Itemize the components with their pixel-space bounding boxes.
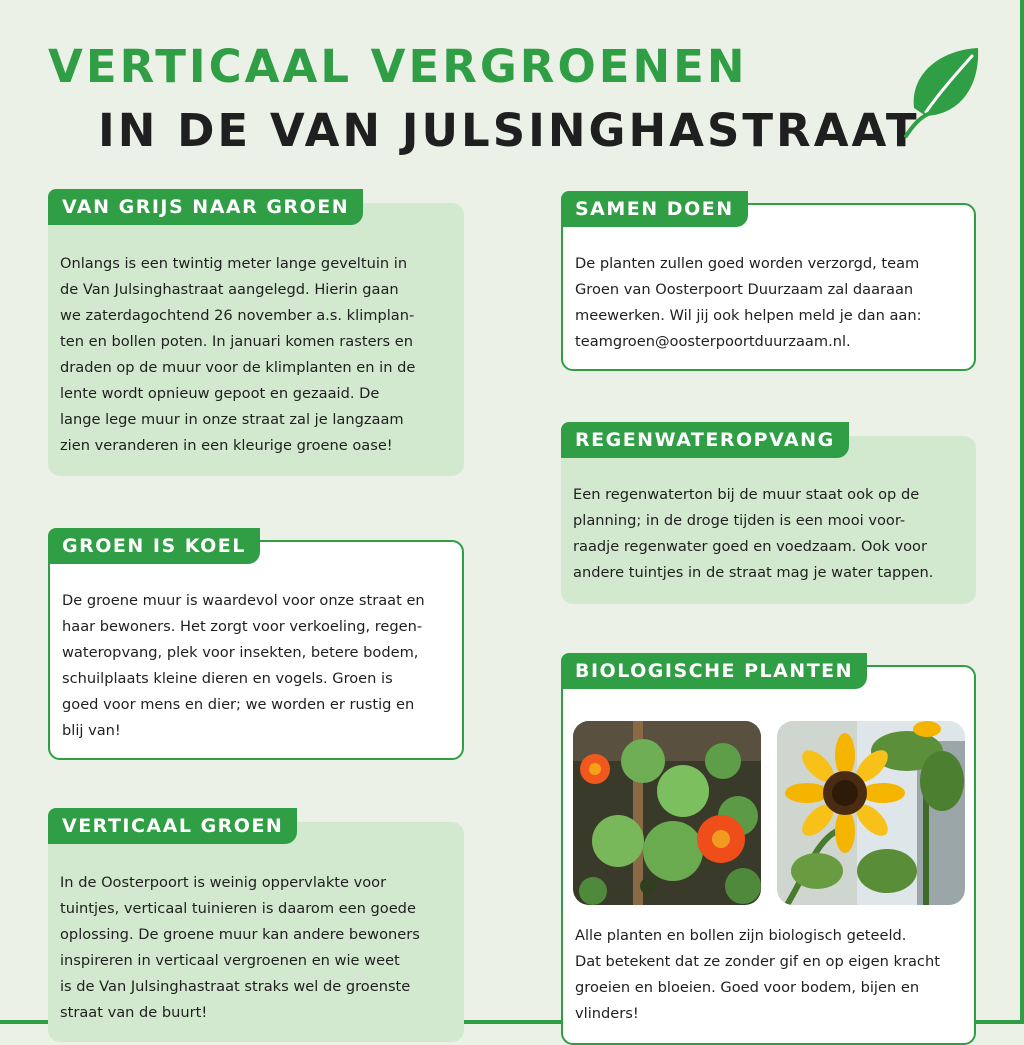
text-line: lente wordt opnieuw gepoot en gezaaid. De xyxy=(60,385,380,402)
text-line: meewerken. Wil jij ook helpen meld je dan aan: xyxy=(575,307,922,324)
text-line: ten en bollen poten. In januari komen rasters en xyxy=(60,333,414,350)
text-line: goed voor mens en dier; we worden er rustig en xyxy=(62,696,415,713)
text-line: draden op de muur voor de klimplanten en in de xyxy=(60,359,416,376)
text-line: we zaterdagochtend 26 november a.s. klimplan- xyxy=(60,307,415,324)
section-heading: VAN GRIJS NAAR GROEN xyxy=(48,189,363,225)
section-heading: GROEN IS KOEL xyxy=(48,528,260,564)
text-line: haar bewoners. Het zorgt voor verkoeling, regen- xyxy=(62,618,423,635)
text-line: Een regenwaterton bij de muur staat ook op de xyxy=(573,486,920,503)
text-line: wateropvang, plek voor insekten, betere bodem, xyxy=(62,644,419,661)
section-regenwateropvang xyxy=(561,429,976,604)
text-line: oplossing. De groene muur kan andere bewoners xyxy=(60,926,420,943)
text-line: raadje regenwater goed en voedzaam. Ook voor xyxy=(573,538,927,555)
section-text xyxy=(575,251,964,355)
text-line: planning; in de droge tijden is een mooi voor- xyxy=(573,512,906,529)
text-line: Onlangs is een twintig meter lange geveltuin in xyxy=(60,255,408,272)
nasturtium-photo xyxy=(573,721,761,905)
sunflower-photo xyxy=(777,721,965,905)
section-heading: SAMEN DOEN xyxy=(561,191,748,227)
section-heading: REGENWATEROPVANG xyxy=(561,422,849,458)
text-line: vlinders! xyxy=(575,1005,639,1022)
page-title-line2: IN DE VAN JULSINGHASTRAAT xyxy=(98,104,920,157)
section-text xyxy=(575,923,964,1027)
section-groen-is-koel xyxy=(48,535,464,760)
text-line: tuintjes, verticaal tuinieren is daarom een goede xyxy=(60,900,416,917)
section-text xyxy=(62,588,452,744)
text-line: de Van Julsinghastraat aangelegd. Hierin gaan xyxy=(60,281,399,298)
section-heading: BIOLOGISCHE PLANTEN xyxy=(561,653,867,689)
section-text xyxy=(60,251,454,459)
section-heading: VERTICAAL GROEN xyxy=(48,808,297,844)
text-line: straat van de buurt! xyxy=(60,1004,208,1021)
section-text xyxy=(60,870,454,1026)
text-line: Dat betekent dat ze zonder gif en op eigen kracht xyxy=(575,953,940,970)
text-line: Alle planten en bollen zijn biologisch geteeld. xyxy=(575,927,907,944)
text-line: De planten zullen goed worden verzorgd, team xyxy=(575,255,920,272)
text-line: lange lege muur in onze straat zal je langzaam xyxy=(60,411,404,428)
leaf-icon xyxy=(900,44,984,140)
section-text xyxy=(573,482,966,586)
text-line: Groen van Oosterpoort Duurzaam zal daaraan xyxy=(575,281,914,298)
text-line: schuilplaats kleine dieren en vogels. Groen is xyxy=(62,670,393,687)
text-line: is de Van Julsinghastraat straks wel de groenste xyxy=(60,978,411,995)
text-line: De groene muur is waardevol voor onze straat en xyxy=(62,592,425,609)
text-line: inspireren in verticaal vergroenen en wie weet xyxy=(60,952,400,969)
text-line: zien veranderen in een kleurige groene oase! xyxy=(60,437,393,454)
email-address: teamgroen@oosterpoortduurzaam.nl. xyxy=(575,333,851,350)
section-biologische-planten xyxy=(561,660,976,1045)
text-line: andere tuintjes in de straat mag je water tappen. xyxy=(573,564,934,581)
section-verticaal-groen xyxy=(48,815,464,1042)
text-line: In de Oosterpoort is weinig oppervlakte voor xyxy=(60,874,387,891)
section-samen-doen xyxy=(561,198,976,371)
section-van-grijs xyxy=(48,196,464,476)
text-line: groeien en bloeien. Goed voor bodem, bijen en xyxy=(575,979,920,996)
page-title-line1: VERTICAAL VERGROENEN xyxy=(48,40,748,93)
text-line: blij van! xyxy=(62,722,121,739)
